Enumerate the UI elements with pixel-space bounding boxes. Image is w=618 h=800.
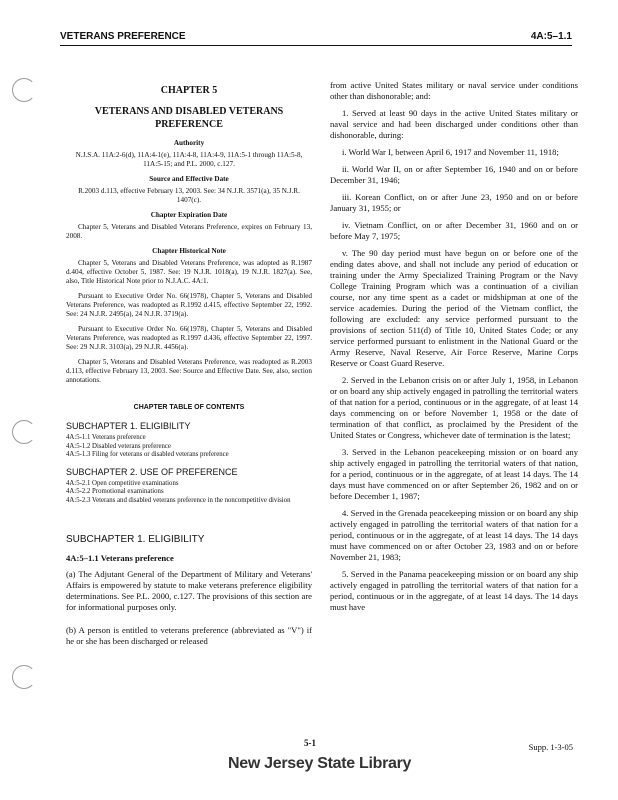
list-item: 2. Served in the Lebanon crisis on or after July 1, 1958, in Lebanon or on board any ship actively engaged in patrolling the territorial waters of that nation for a period, continuous or in the aggregate, of at least 14 days commencing on or before November 1, 1958 or the date of termination of that conflict, as proclaimed by the President of the United States or Congress, whichever date of termination is the latest;: [330, 375, 578, 440]
toc-subchapter-1: SUBCHAPTER 1. ELIGIBILITY: [66, 421, 191, 431]
expiration-heading: Chapter Expiration Date: [150, 211, 228, 219]
header-section-number: 4A:5–1.1: [530, 31, 572, 42]
binder-hole-mark: [12, 78, 36, 102]
source-text: R.2003 d.113, effective February 13, 2003. See: 34 N.J.R. 3571(a), 35 N.J.R. 1407(c).: [78, 187, 300, 204]
authority-text: N.J.S.A. 11A:2-6(d), 11A:4-1(e), 11A:4-8, 11A:4-9, 11A:5-1 through 11A:5-8, 11A:5-15; and P.L. 2000, c.127.: [75, 151, 303, 168]
history-note: Pursuant to Executive Order No. 66(1978), Chapter 5, Veterans and Disabled Veterans Preference, was readopted as R.1997 d.436, effective September 22, 1997. See: 29 N.J.R. 3103(a), 29 N.J.R. 4456(a).: [66, 325, 312, 351]
binder-hole-mark: [12, 420, 36, 444]
binder-hole-mark: [12, 665, 36, 689]
history-note: Pursuant to Executive Order No. 66(1978), Chapter 5, Veterans and Disabled Veterans Preference, was readopted as R.1992 d.415, effective September 22, 1992. See: 24 N.J.R. 2495(a), 24 N.J.R. 3719(a).: [66, 292, 312, 318]
header-title: VETERANS PREFERENCE: [60, 31, 186, 42]
page-number: 5-1: [304, 738, 316, 748]
list-item: 4. Served in the Grenada peacekeeping mission or on board any ship actively engaged in patrolling the territorial waters of that nation for a period, continuous or in the aggregate, of at least 14 days. The 14 days must have commenced on or after October 23, 1983 and on or before November 21, 1983;: [330, 508, 578, 562]
history-heading: Chapter Historical Note: [152, 247, 226, 255]
right-column: [330, 80, 578, 619]
toc-item: 4A:5-1.3 Filing for veterans or disabled veterans preference: [66, 451, 229, 458]
subchapter-heading: SUBCHAPTER 1. ELIGIBILITY: [66, 534, 205, 545]
toc-item: 4A:5-2.1 Open competitive examinations: [66, 479, 179, 487]
source-heading: Source and Effective Date: [149, 175, 229, 183]
section-heading: 4A:5–1.1 Veterans preference: [66, 553, 174, 563]
list-subitem: iv. Vietnam Conflict, on or after December 31, 1960 and on or before May 7, 1975;: [330, 220, 578, 241]
running-header: [60, 31, 572, 46]
history-note: Chapter 5, Veterans and Disabled Veterans Preference, was adopted as R.1987 d.404, effective October 5, 1987. See: 19 N.J.R. 1018(a), 19 N.J.R. 1827(a). See, also, Title Historical Note prior to N.J.A.C. 4A:1.: [66, 259, 312, 285]
history-note: Chapter 5, Veterans and Disabled Veterans Preference, was readopted as R.2003 d.113, effective February 13, 2003. See: Source and Effective Date. See, also, section annotations.: [66, 358, 312, 384]
paragraph-a: (a) The Adjutant General of the Department of Military and Veterans' Affairs is empowered by statute to make veterans preference eligibility determinations. See P.L. 2000, c.127. The provisions of this section are for informational purposes only.: [66, 569, 312, 612]
supplement-date: Supp. 1-3-05: [528, 742, 573, 752]
list-subitem: i. World War I, between April 6, 1917 and November 11, 1918;: [342, 147, 559, 157]
left-column: [66, 80, 312, 653]
authority-heading: Authority: [173, 139, 205, 147]
toc-item: 4A:5-1.2 Disabled veterans preference: [66, 442, 171, 450]
toc-item: 4A:5-2.2 Promotional examinations: [66, 488, 164, 495]
list-item: 1. Served at least 90 days in the active United States military or naval service and had been discharged under conditions other than dishonorable, during:: [330, 108, 578, 140]
list-subitem: ii. World War II, on or after September 16, 1940 and on or before December 31, 1946;: [330, 164, 578, 185]
paragraph-continuation: from active United States military or naval service under conditions other than dishonorable; and:: [330, 80, 578, 101]
list-subitem: iii. Korean Conflict, on or after June 23, 1950 and on or before January 31, 1955; or: [330, 192, 578, 213]
chapter-number: CHAPTER 5: [160, 85, 218, 96]
list-subitem: v. The 90 day period must have begun on or before one of the ending dates above, and shall not include any period of education or training under the Army Specialized Training Program or the Navy College Training Program which was a continuation of a civilian course, nor any time spent as a cadet or midshipman at one of the service academies. During the period of the Vietnam conflict, the following are excluded: any service performed pursuant to the provisions of section 511(d) of Title 10, United States Code; or any service performed pursuant to enlistment in the National Guard or the Army Reserve, Naval Reserve, Air Force Reserve, Marine Corps Reserve or Coast Guard Reserve.: [330, 248, 578, 368]
list-item: 5. Served in the Panama peacekeeping mission or on board any ship actively engaged in patrolling the territorial waters of that nation for a period, continuous or in the aggregate, of at least 14 days. The 14 days must have: [330, 569, 578, 612]
chapter-title: VETERANS AND DISABLED VETERANS PREFERENCE: [94, 106, 284, 130]
toc-item: 4A:5-2.3 Veterans and disabled veterans preference in the noncompetitive division: [66, 496, 291, 504]
library-stamp: New Jersey State Library: [228, 755, 412, 772]
expiration-text: Chapter 5, Veterans and Disabled Veterans Preference, expires on February 13, 2008.: [66, 223, 312, 240]
toc-item: 4A:5-1.1 Veterans preference: [66, 434, 146, 441]
list-item: 3. Served in the Lebanon peacekeeping mission or on board any ship actively engaged in patrolling the territorial waters of that nation, for a period, continuous or in the aggregate, of at least 14 days. The 14 days must have commenced on or after September 26, 1982 and on or before December 1, 1987;: [330, 447, 578, 501]
paragraph-b: (b) A person is entitled to veterans preference (abbreviated as "V") if he or she has been discharged or released: [66, 625, 312, 646]
toc-heading: CHAPTER TABLE OF CONTENTS: [133, 404, 245, 411]
toc-subchapter-2: SUBCHAPTER 2. USE OF PREFERENCE: [66, 466, 238, 477]
